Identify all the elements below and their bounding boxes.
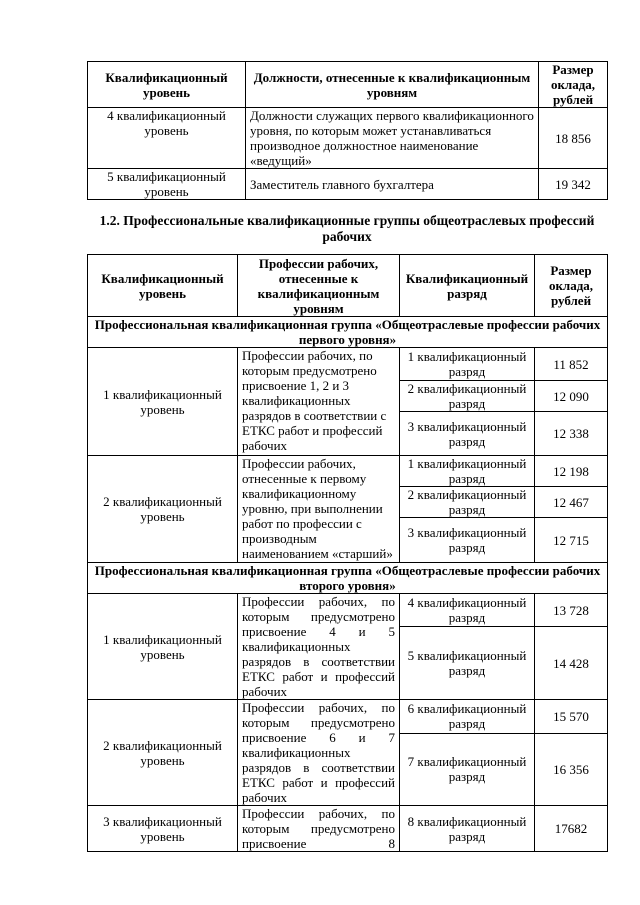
table-cell-professions: Профессии рабочих, по которым предусмотрено присвоение 6 и 7 квалификационных разрядов в соответствии ЕТКС работ и профессий рабочих — [238, 700, 400, 806]
table-cell-level: 5 квалификационный уровень — [88, 169, 246, 200]
table-cell-salary: 12 198 — [535, 456, 608, 487]
table-cell-salary: 16 356 — [535, 733, 608, 805]
workers-salary-table — [87, 254, 608, 852]
header-grade: Квалификационный разряд — [400, 255, 535, 317]
table-cell-grade: 3 квалификационный разряд — [400, 518, 535, 563]
section-heading: 1.2. Профессиональные квалификационные группы общеотраслевых профессий рабочих — [99, 213, 595, 244]
table-cell-grade: 1 квалификационный разряд — [400, 456, 535, 487]
header-positions: Должности, отнесенные к квалификационным уровням — [246, 62, 539, 108]
table-cell-salary: 13 728 — [535, 594, 608, 627]
header-salary: Размер оклада, рублей — [535, 255, 608, 317]
table-cell-level: 3 квалификационный уровень — [88, 806, 238, 852]
table-cell-positions: Заместитель главного бухгалтера — [246, 169, 539, 200]
table-cell-salary: 19 342 — [539, 169, 608, 200]
table-cell-grade: 1 квалификационный разряд — [400, 348, 535, 381]
table-cell-level: 1 квалификационный уровень — [88, 594, 238, 700]
table-cell-salary: 12 090 — [535, 381, 608, 412]
table-cell-grade: 7 квалификационный разряд — [400, 733, 535, 805]
table-cell-level: 4 квалификационный уровень — [88, 108, 246, 169]
table-cell-salary: 14 428 — [535, 627, 608, 700]
table-cell-grade: 3 квалификационный разряд — [400, 412, 535, 456]
header-level: Квалификационный уровень — [88, 255, 238, 317]
table-cell-grade: 5 квалификационный разряд — [400, 627, 535, 700]
table-cell-grade: 4 квалификационный разряд — [400, 594, 535, 627]
table-cell-salary: 18 856 — [539, 108, 608, 169]
table-cell-grade: 2 квалификационный разряд — [400, 381, 535, 412]
table-cell-professions: Профессии рабочих, отнесенные к первому квалификационному уровню, при выполнении работ по профессии с производным наименованием «старший» — [238, 456, 400, 563]
header-level: Квалификационный уровень — [88, 62, 246, 108]
group-title: Профессиональная квалификационная группа «Общеотраслевые профессии рабочих первого уровня» — [88, 317, 608, 348]
table-cell-salary: 12 467 — [535, 487, 608, 518]
table-cell-salary: 17682 — [535, 806, 608, 852]
table-cell-salary: 11 852 — [535, 348, 608, 381]
table-cell-professions: Профессии рабочих, по которым предусмотрено присвоение 8 — [238, 806, 400, 852]
table-cell-salary: 12 338 — [535, 412, 608, 456]
table-cell-professions: Профессии рабочих, по которым предусмотрено присвоение 1, 2 и 3 квалификационных разрядов в соответствии с ЕТКС работ и профессий рабочих — [238, 348, 400, 456]
table-cell-level: 2 квалификационный уровень — [88, 456, 238, 563]
table-cell-professions: Профессии рабочих, по которым предусмотрено присвоение 4 и 5 квалификационных разрядов в соответствии ЕТКС работ и профессий рабочих — [238, 594, 400, 700]
table-cell-grade: 6 квалификационный разряд — [400, 700, 535, 734]
table-cell-grade: 2 квалификационный разряд — [400, 487, 535, 518]
header-professions: Профессии рабочих, отнесенные к квалификационным уровням — [238, 255, 400, 317]
table-cell-salary: 12 715 — [535, 518, 608, 563]
table-cell-grade: 8 квалификационный разряд — [400, 806, 535, 852]
table-cell-level: 1 квалификационный уровень — [88, 348, 238, 456]
table-cell-level: 2 квалификационный уровень — [88, 700, 238, 806]
positions-salary-table — [87, 61, 608, 200]
table-cell-salary: 15 570 — [535, 700, 608, 734]
header-salary: Размер оклада, рублей — [539, 62, 608, 108]
table-cell-positions: Должности служащих первого квалификационного уровня, по которым может устанавливаться производное должностное наименование «ведущий» — [246, 108, 539, 169]
group-title: Профессиональная квалификационная группа «Общеотраслевые профессии рабочих второго уровня» — [88, 563, 608, 594]
